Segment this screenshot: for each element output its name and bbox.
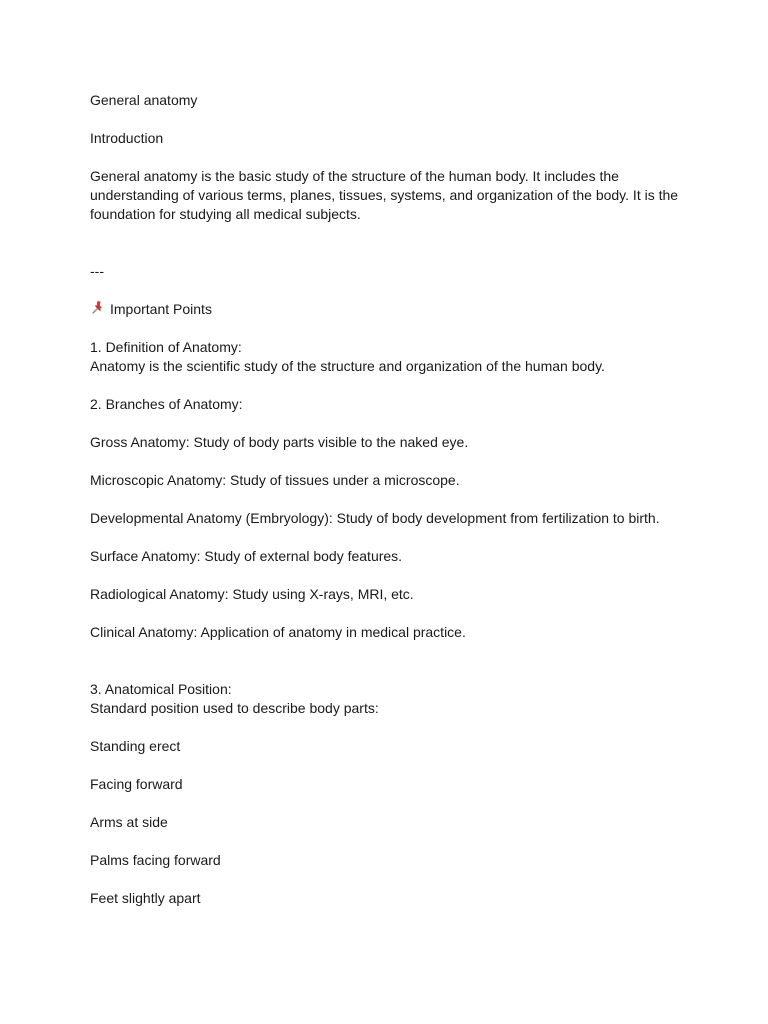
position-item: Arms at side xyxy=(90,814,168,830)
position-item: Palms facing forward xyxy=(90,852,221,868)
branch-item: Clinical Anatomy: Application of anatomy in medical practice. xyxy=(90,624,466,640)
branch-item: Gross Anatomy: Study of body parts visible to the naked eye. xyxy=(90,434,469,450)
definition-text: Anatomy is the scientific study of the structure and organization of the human body. xyxy=(90,358,605,374)
position-item: Standing erect xyxy=(90,738,181,754)
pushpin-icon xyxy=(90,300,106,316)
intro-paragraph: General anatomy is the basic study of the structure of the human body. It includes the understanding of various terms, planes, tissues, systems, and organization of the body. It is the foundation for studying all medical subjects. xyxy=(90,168,679,222)
important-points-label: Important Points xyxy=(110,301,212,317)
branch-item: Surface Anatomy: Study of external body features. xyxy=(90,548,403,564)
branch-item: Microscopic Anatomy: Study of tissues under a microscope. xyxy=(90,472,460,488)
document-body xyxy=(90,91,690,908)
document-title: General anatomy xyxy=(90,92,198,108)
position-item: Feet slightly apart xyxy=(90,890,201,906)
position-item: Facing forward xyxy=(90,776,183,792)
intro-heading: Introduction xyxy=(90,130,164,146)
branch-item: Radiological Anatomy: Study using X-rays, MRI, etc. xyxy=(90,586,414,602)
branches-heading: 2. Branches of Anatomy: xyxy=(90,396,243,412)
branch-item: Developmental Anatomy (Embryology): Study of body development from fertilization to birth. xyxy=(90,510,660,526)
definition-heading: 1. Definition of Anatomy: xyxy=(90,339,242,355)
separator: --- xyxy=(90,263,104,279)
important-points-heading xyxy=(90,300,690,319)
position-heading: 3. Anatomical Position: xyxy=(90,681,232,697)
position-text: Standard position used to describe body parts: xyxy=(90,700,379,716)
